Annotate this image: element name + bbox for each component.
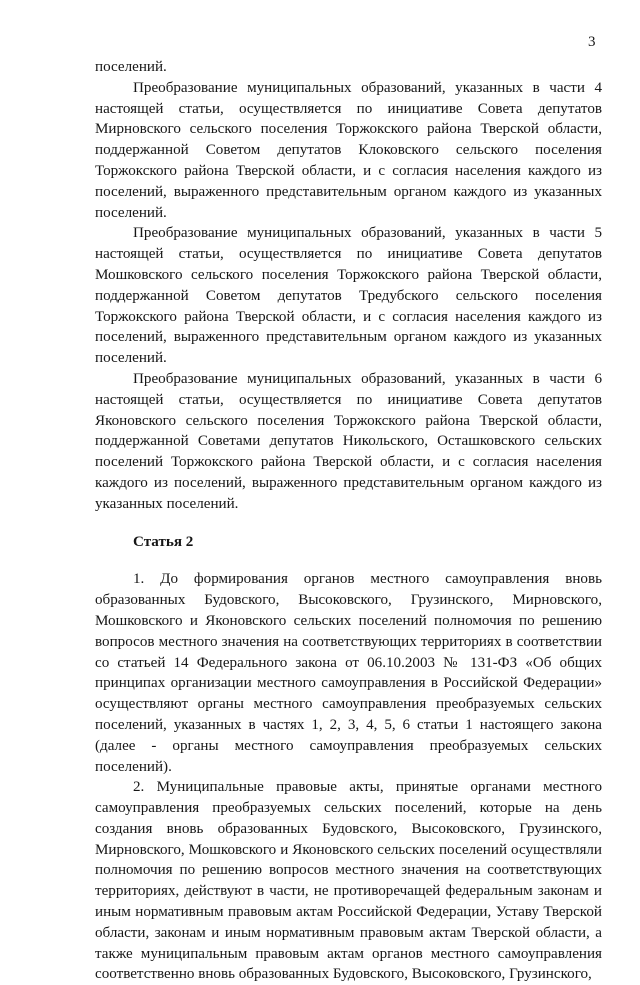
paragraph-part-4-transformation: Преобразование муниципальных образований, указанных в части 4 настоящей статьи, осуществляется по инициативе Совета депутатов Мирновского сельского поселения Торжокского района Тверской области, поддержанной Советом депутатов Клоковского сельского поселения Торжокского района Тверской области, и с согласия населения каждого из поселений, выраженного представительным органом каждого из указанных поселений. (95, 79, 602, 221)
article-2-clause-1: 1. До формирования органов местного самоуправления вновь образованных Будовского, Высоковского, Грузинского, Мирновского, Мошковского и Яконовского сельских поселений полномочия по решению вопросов местного значения на соответствующих территориях в соответствии со статьей 14 Федерального закона от 06.10.2003 № 131-ФЗ «Об общих принципах организации местного самоуправления в Российской Федерации» осуществляют органы местного самоуправления преобразуемых сельских поселений, указанных в частях 1, 2, 3, 4, 5, 6 статьи 1 настоящего закона (далее - органы местного самоуправления преобразуемых сельских поселений). (95, 571, 602, 775)
paragraph-continuation: поселений. (95, 59, 167, 75)
article-heading: Статья 2 (133, 533, 194, 550)
page-number: 3 (588, 34, 596, 50)
article-2-clause-2: 2. Муниципальные правовые акты, принятые органами местного самоуправления преобразуемых сельских поселений, которые на день создания вновь образованных Будовского, Высоковского, Грузинского, Мирновского, Мошковского и Яконовского сельских поселений осуществляли полномочия по решению вопросов местного значения на соответствующих территориях, действуют в части, не противоречащей федеральным законам и иным нормативным правовым актам Российской Федерации, Уставу Тверской области, законам и иным нормативным правовым актам Тверской области, а также муниципальным правовым актам органов местного самоуправления соответственно вновь образованных Будовского, Высоковского, Грузинского, (95, 779, 602, 983)
document-body (95, 57, 602, 985)
paragraph-part-6-transformation: Преобразование муниципальных образований, указанных в части 6 настоящей статьи, осуществляется по инициативе Совета депутатов Яконовского сельского поселения Торжокского района Тверской области, поддержанной Советами депутатов Никольского, Осташковского сельских поселений Торжокского района Тверской области, и с согласия населения каждого из поселений, выраженного представительным органом каждого из указанных поселений. (95, 370, 602, 512)
paragraph-part-5-transformation: Преобразование муниципальных образований, указанных в части 5 настоящей статьи, осуществляется по инициативе Совета депутатов Мошковского сельского поселения Торжокского района Тверской области, поддержанной Советом депутатов Тредубского сельского поселения Торжокского района Тверской области, и с согласия населения каждого из поселений, выраженного представительным органом каждого из указанных поселений. (95, 225, 602, 367)
